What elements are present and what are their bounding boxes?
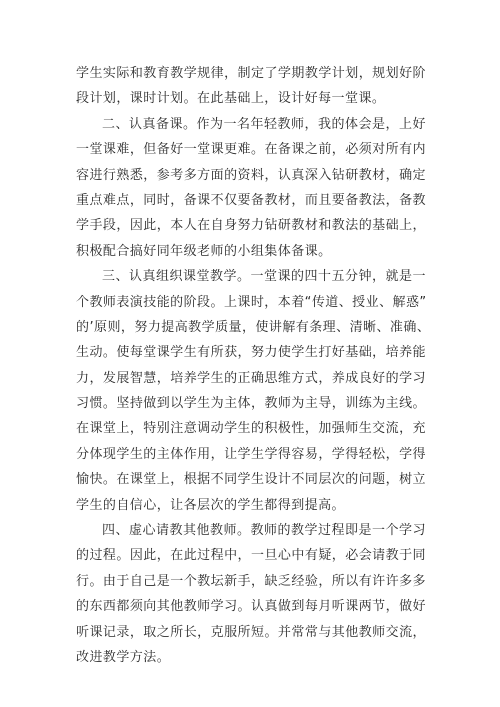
document-body [76, 61, 431, 670]
text-line: 行。由于自己是一个教坛新手，缺乏经验，所以有许许多多 [76, 573, 426, 589]
text-line: 的东西都须向其他教师学习。认真做到每月听课两节，做好 [76, 599, 426, 615]
text-line: 二、认真备课。作为一名年轻教师，我的体会是，上好 [102, 116, 426, 132]
text-line: 分体现学生的主体作用，让学生学得容易，学得轻松，学得 [76, 446, 426, 462]
text-line: 三、认真组织课堂教学。一堂课的四十五分钟，就是一 [102, 269, 426, 285]
text-line: 力，发展智慧，培养学生的正确思维方式，养成良好的学习 [76, 370, 426, 386]
text-line: 的过程。因此，在此过程中，一旦心中有疑，必会请教于同 [76, 548, 426, 564]
paragraph-2 [76, 112, 426, 264]
text-line: 容进行熟悉，参考多方面的资料，认真深入钻研教材，确定 [76, 167, 426, 183]
text-line: 学生实际和教育教学规律，制定了学期教学计划，规划好阶 [76, 66, 426, 81]
text-line: 习惯。坚持做到以学生为主体，教师为主导，训练为主线。 [76, 396, 426, 412]
text-line: 重点难点，同时，备课不仅要备教材，而且要备教法，备教 [76, 192, 426, 208]
text-line: 积极配合搞好同年级老师的小组集体备课。 [76, 243, 332, 259]
text-line: 学手段，因此，本人在自身努力钻研教材和教法的基础上， [76, 218, 426, 234]
text-line: 四、虚心请教其他教师。教师的教学过程即是一个学习 [102, 523, 426, 539]
text-line: 生动。使每堂课学生有所获，努力使学生打好基础，培养能 [76, 345, 426, 361]
text-line: 段计划，课时计划。在此基础上，设计好每一堂课。 [76, 91, 386, 107]
text-line: 改进教学方法。 [76, 649, 171, 665]
paragraph-4 [76, 518, 426, 670]
text-line: 的’原则，努力提高教学质量，使讲解有条理、清晰、准确、 [76, 319, 431, 335]
text-line: 一堂课难，但备好一堂课更难。在备课之前，必须对所有内 [76, 142, 426, 158]
text-line: 愉快。在课堂上，根据不同学生设计不同层次的问题，树立 [76, 472, 426, 488]
text-line: 学生的自信心，让各层次的学生都得到提高。 [76, 497, 346, 513]
text-line: 个教师表演技能的阶段。上课时，本着“传道、授业、解惑” [76, 294, 427, 310]
paragraph-3 [76, 264, 431, 518]
paragraph-1 [76, 61, 426, 112]
text-line: 在课堂上，特别注意调动学生的积极性，加强师生交流，充 [76, 421, 426, 437]
text-line: 听课记录，取之所长，克服所短。并常常与其他教师交流， [76, 624, 426, 640]
